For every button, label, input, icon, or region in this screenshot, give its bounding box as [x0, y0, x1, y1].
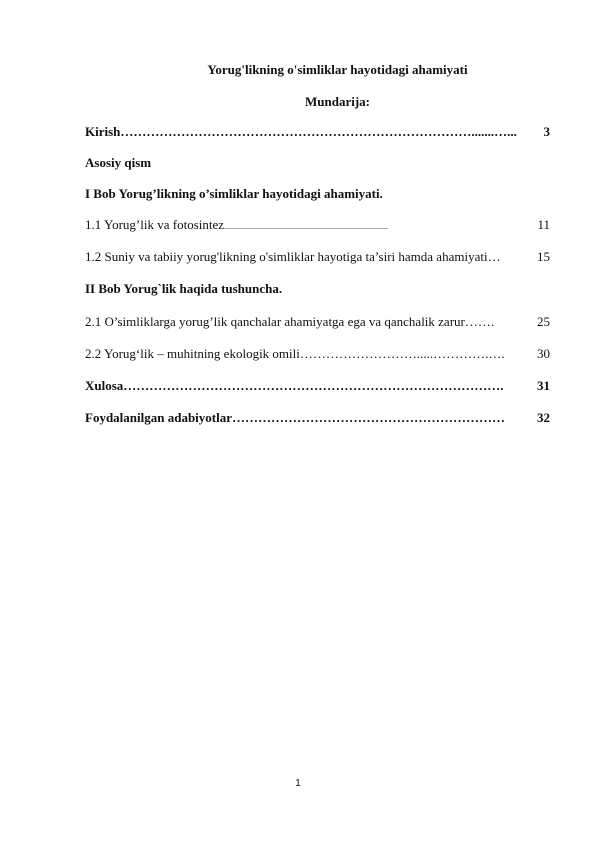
toc-entry-label: Foydalanilgan adabiyotlar — [85, 410, 232, 425]
toc-entry-label: Kirish — [85, 124, 121, 139]
toc-page-number: 31 — [537, 378, 550, 393]
toc-entry-foydalanilgan-adabiyotlar[interactable] — [85, 410, 550, 426]
document-title: Yorug'likning o'simliklar hayotidagi ahamiyati — [207, 62, 468, 77]
toc-leader-dots: … — [487, 249, 501, 264]
toc-leader-dots: ……………………………………………………………………….......…... — [120, 124, 517, 139]
toc-entry-label: Xulosa — [85, 378, 124, 393]
toc-leader-dots: ……………………….....………….…. — [299, 346, 505, 361]
toc-entry-xulosa[interactable] — [85, 378, 550, 394]
toc-entry-label: 1.1 Yorug’lik va fotosintez — [85, 217, 225, 232]
toc-entry-2-1[interactable] — [85, 314, 550, 330]
toc-section-asosiy-qism: Asosiy qism — [85, 155, 152, 170]
toc-chapter-2: II Bob Yorug`lik haqida tushuncha. — [85, 281, 283, 296]
toc-leader-dots: ……. — [464, 314, 495, 329]
toc-page-number: 30 — [537, 346, 550, 361]
toc-entry-label: 2.2 Yorug‘lik – muhitning ekologik omili — [85, 346, 300, 361]
toc-page-number: 3 — [543, 124, 550, 139]
toc-leader-dots: ……………………………………………………………………………. — [123, 378, 504, 393]
toc-chapter-1: I Bob Yorug’likning o’simliklar hayotidagi ahamiyati. — [85, 186, 383, 201]
contents-heading: Mundarija: — [305, 94, 370, 109]
toc-entry-1-1[interactable] — [85, 217, 550, 235]
page-number: 1 — [295, 778, 301, 789]
toc-page-number: 25 — [537, 314, 550, 329]
toc-entry-label: 2.1 O’simliklarga yorug’lik qanchalar ahamiyatga ega va qanchalik zarur — [85, 314, 465, 329]
toc-entry-kirish[interactable] — [85, 124, 550, 140]
toc-entry-1-2[interactable] — [85, 249, 550, 265]
toc-page-number: 11 — [537, 217, 550, 232]
toc-page-number: 15 — [537, 249, 550, 264]
toc-entry-2-2[interactable] — [85, 346, 550, 362]
toc-leader-dots: ……………………………………………………… — [232, 410, 505, 425]
toc-entry-label: 1.2 Suniy va tabiiy yorug'likning o'simliklar hayotiga ta’siri hamda ahamiyati — [85, 249, 488, 264]
toc-page-number: 32 — [537, 410, 550, 425]
toc-leader-dots: .................................................................................. — [224, 222, 389, 231]
